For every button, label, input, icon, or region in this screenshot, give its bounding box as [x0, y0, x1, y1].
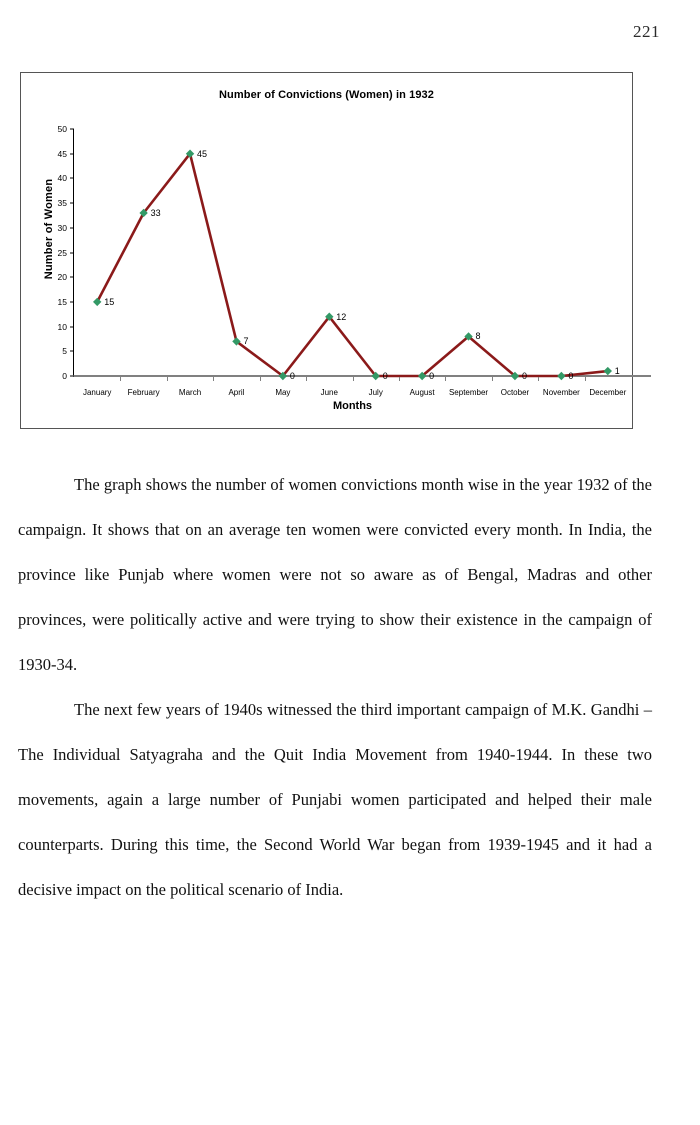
data-point-label: 33	[150, 207, 161, 218]
y-tick-mark	[70, 376, 74, 377]
x-tick-label: July	[368, 388, 383, 397]
chart-figure	[20, 72, 633, 429]
x-tick-label: October	[500, 388, 530, 397]
body-paragraph: The graph shows the number of women convictions month wise in the year 1932 of the campaign. It shows that on an average ten women were convicted every month. In India, the province like Punjab where women were not so aware as of Bengal, Madras and other provinces, were politically active and were trying to show their existence in the campaign of 1930-34.	[18, 475, 652, 674]
data-point-label: 1	[614, 366, 620, 377]
data-point-label: 0	[382, 371, 388, 381]
body-text	[18, 462, 652, 912]
y-tick-mark	[70, 129, 74, 130]
x-tick-mark	[538, 377, 539, 381]
series-polyline	[97, 154, 608, 376]
data-point-label: 0	[429, 371, 435, 381]
series-line	[54, 109, 651, 396]
x-tick-label: January	[82, 388, 112, 397]
y-tick-mark	[70, 351, 74, 352]
x-tick-mark	[213, 377, 214, 381]
x-tick-label: May	[275, 388, 291, 397]
y-tick-mark	[70, 203, 74, 204]
data-point-label: 0	[568, 371, 574, 381]
y-tick-mark	[70, 178, 74, 179]
y-tick-label: 50	[57, 124, 67, 134]
x-tick-mark	[492, 377, 493, 381]
data-point-label: 8	[475, 331, 481, 342]
data-point-label: 0	[521, 371, 527, 381]
data-point-label: 15	[104, 296, 115, 307]
x-tick-mark	[399, 377, 400, 381]
x-tick-label: September	[448, 388, 489, 397]
x-tick-mark	[306, 377, 307, 381]
x-axis-title: Months	[332, 400, 373, 412]
x-tick-mark	[167, 377, 168, 381]
x-tick-label: June	[320, 388, 338, 397]
y-tick-label: 0	[62, 371, 67, 381]
data-point-label: 7	[243, 336, 249, 347]
y-tick-mark	[70, 277, 74, 278]
x-tick-mark	[353, 377, 354, 381]
data-point-label: 0	[289, 371, 295, 381]
y-tick-label: 25	[57, 247, 67, 258]
y-tick-mark	[70, 301, 74, 302]
y-tick-mark	[70, 326, 74, 327]
data-point-marker	[557, 372, 565, 380]
x-tick-label: December	[589, 388, 627, 397]
y-tick-label: 15	[57, 296, 67, 307]
x-tick-label: February	[127, 388, 160, 397]
x-tick-label: March	[178, 388, 202, 397]
y-tick-label: 20	[57, 272, 67, 283]
x-tick-label: August	[409, 388, 435, 397]
x-tick-label: November	[542, 388, 580, 397]
page-number: 221	[633, 22, 660, 41]
y-tick-label: 5	[62, 346, 67, 357]
y-tick-label: 40	[57, 173, 67, 184]
y-axis-title: Number of Women	[43, 178, 55, 280]
y-tick-mark	[70, 227, 74, 228]
x-tick-label: April	[228, 388, 245, 397]
y-tick-label: 35	[57, 198, 67, 209]
y-tick-mark	[70, 153, 74, 154]
y-tick-label: 45	[57, 148, 67, 159]
y-tick-mark	[70, 252, 74, 253]
x-tick-mark	[120, 377, 121, 381]
x-tick-mark	[445, 377, 446, 381]
chart-title: Number of Convictions (Women) in 1932	[219, 89, 434, 101]
data-point-marker	[604, 367, 612, 375]
body-paragraph: The next few years of 1940s witnessed the third important campaign of M.K. Gandhi – The Individual Satyagraha and the Quit India Movement from 1940-1944. In these two movements, again a large number of Punjabi women participated and helped their male counterparts. During this time, the Second World War began from 1939-1945 and it had a decisive impact on the political scenario of India.	[18, 700, 652, 899]
chart-plot-area	[57, 124, 631, 397]
y-tick-label: 30	[57, 222, 67, 233]
x-tick-mark	[585, 377, 586, 381]
y-tick-label: 10	[57, 321, 67, 332]
x-tick-mark	[260, 377, 261, 381]
data-point-label: 45	[197, 148, 208, 159]
data-point-label: 12	[336, 311, 347, 322]
